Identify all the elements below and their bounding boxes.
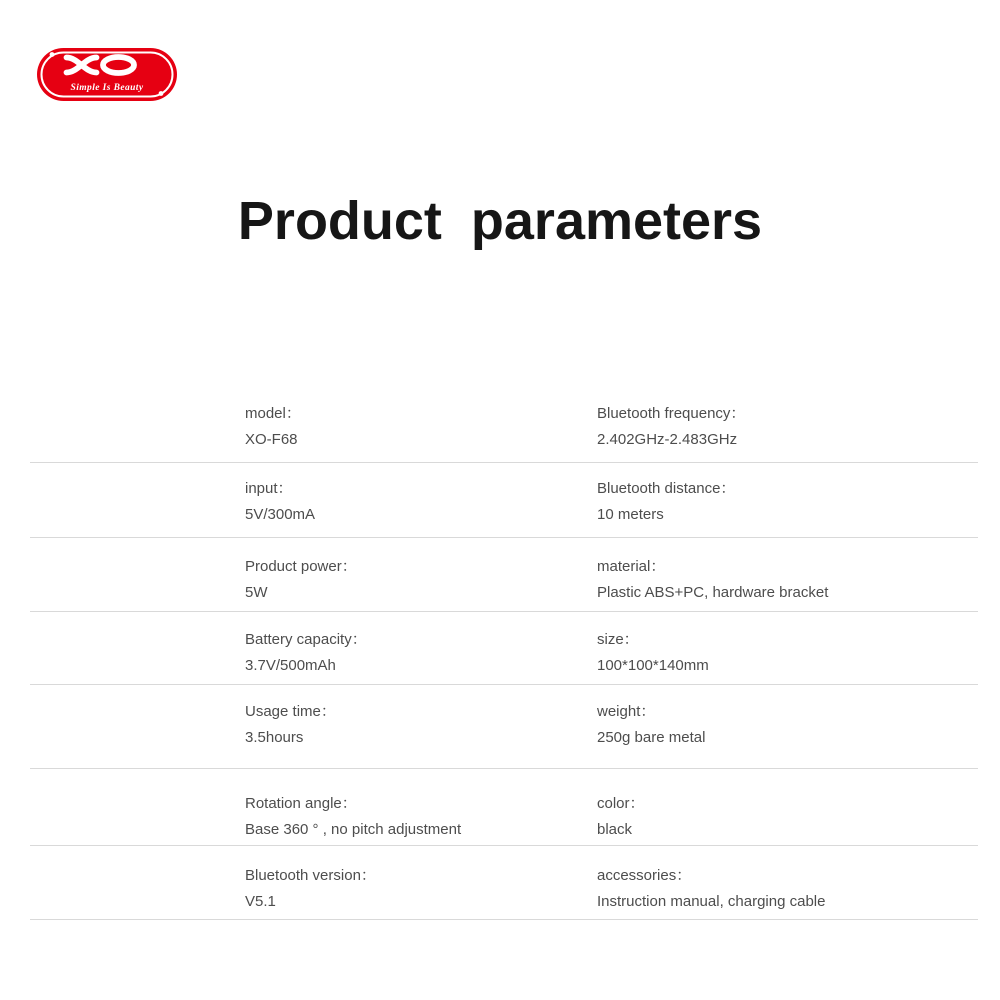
spec-value: 250g bare metal: [597, 729, 706, 746]
spec-cell-bluetooth-version: [245, 863, 376, 915]
spec-label: model：: [245, 405, 301, 422]
spec-cell-accessories: [597, 863, 825, 915]
spec-value: XO-F68: [245, 431, 298, 448]
spec-row-power-material: [30, 538, 978, 612]
spec-value: black: [597, 821, 633, 838]
logo-pill-background: [37, 48, 177, 101]
spec-table: [30, 390, 978, 920]
spec-cell-bluetooth-distance: [597, 476, 735, 528]
spec-value: 3.5hours: [245, 729, 304, 746]
spec-row-input-distance: [30, 463, 978, 538]
spec-cell-rotation-angle: [245, 791, 461, 843]
spec-value: 2.402GHz-2.483GHz: [597, 431, 738, 448]
xo-logo-graphic: [37, 48, 177, 101]
logo-dot-bottom-right: [159, 91, 164, 96]
spec-value: 5V/300mA: [245, 506, 316, 523]
spec-row-version-accessories: [30, 846, 978, 920]
spec-label: Bluetooth distance：: [597, 480, 736, 497]
spec-cell-product-power: [245, 554, 357, 606]
spec-label: Battery capacity：: [245, 631, 367, 648]
spec-cell-color: [597, 791, 645, 843]
spec-label: Usage time：: [245, 703, 336, 720]
spec-cell-battery-capacity: [245, 627, 367, 679]
spec-label: weight：: [597, 703, 656, 720]
page-title: Product parameters: [237, 191, 763, 251]
spec-label: Product power：: [245, 558, 357, 575]
spec-label: color：: [597, 795, 645, 812]
spec-label: accessories：: [597, 867, 692, 884]
spec-label: size：: [597, 631, 639, 648]
spec-row-model-frequency: [30, 390, 978, 463]
spec-row-rotation-color: [30, 769, 978, 846]
spec-value: Instruction manual, charging cable: [597, 893, 826, 910]
spec-label: Bluetooth version：: [245, 867, 376, 884]
spec-value: V5.1: [245, 893, 276, 910]
spec-label: Rotation angle：: [245, 795, 357, 812]
spec-value: Plastic ABS+PC, hardware bracket: [597, 584, 829, 601]
spec-label: material：: [597, 558, 666, 575]
spec-label: input：: [245, 480, 293, 497]
spec-value: Base 360 ° , no pitch adjustment: [245, 821, 462, 838]
spec-value: 100*100*140mm: [597, 657, 709, 674]
spec-value: 10 meters: [597, 506, 664, 523]
spec-row-usage-weight: [30, 685, 978, 769]
xo-logo: [37, 48, 177, 101]
spec-cell-model: [245, 401, 301, 453]
spec-row-battery-size: [30, 612, 978, 685]
spec-label: Bluetooth frequency：: [597, 405, 746, 422]
spec-value: 3.7V/500mAh: [245, 657, 336, 674]
spec-cell-size: [597, 627, 709, 679]
spec-cell-bluetooth-frequency: [597, 401, 745, 453]
logo-dot-top-left: [50, 52, 55, 57]
logo-tagline: Simple Is Beauty: [70, 83, 144, 93]
spec-cell-weight: [597, 699, 705, 751]
spec-cell-usage-time: [245, 699, 336, 751]
spec-cell-material: [597, 554, 828, 606]
spec-value: 5W: [245, 584, 268, 601]
spec-cell-input: [245, 476, 315, 528]
